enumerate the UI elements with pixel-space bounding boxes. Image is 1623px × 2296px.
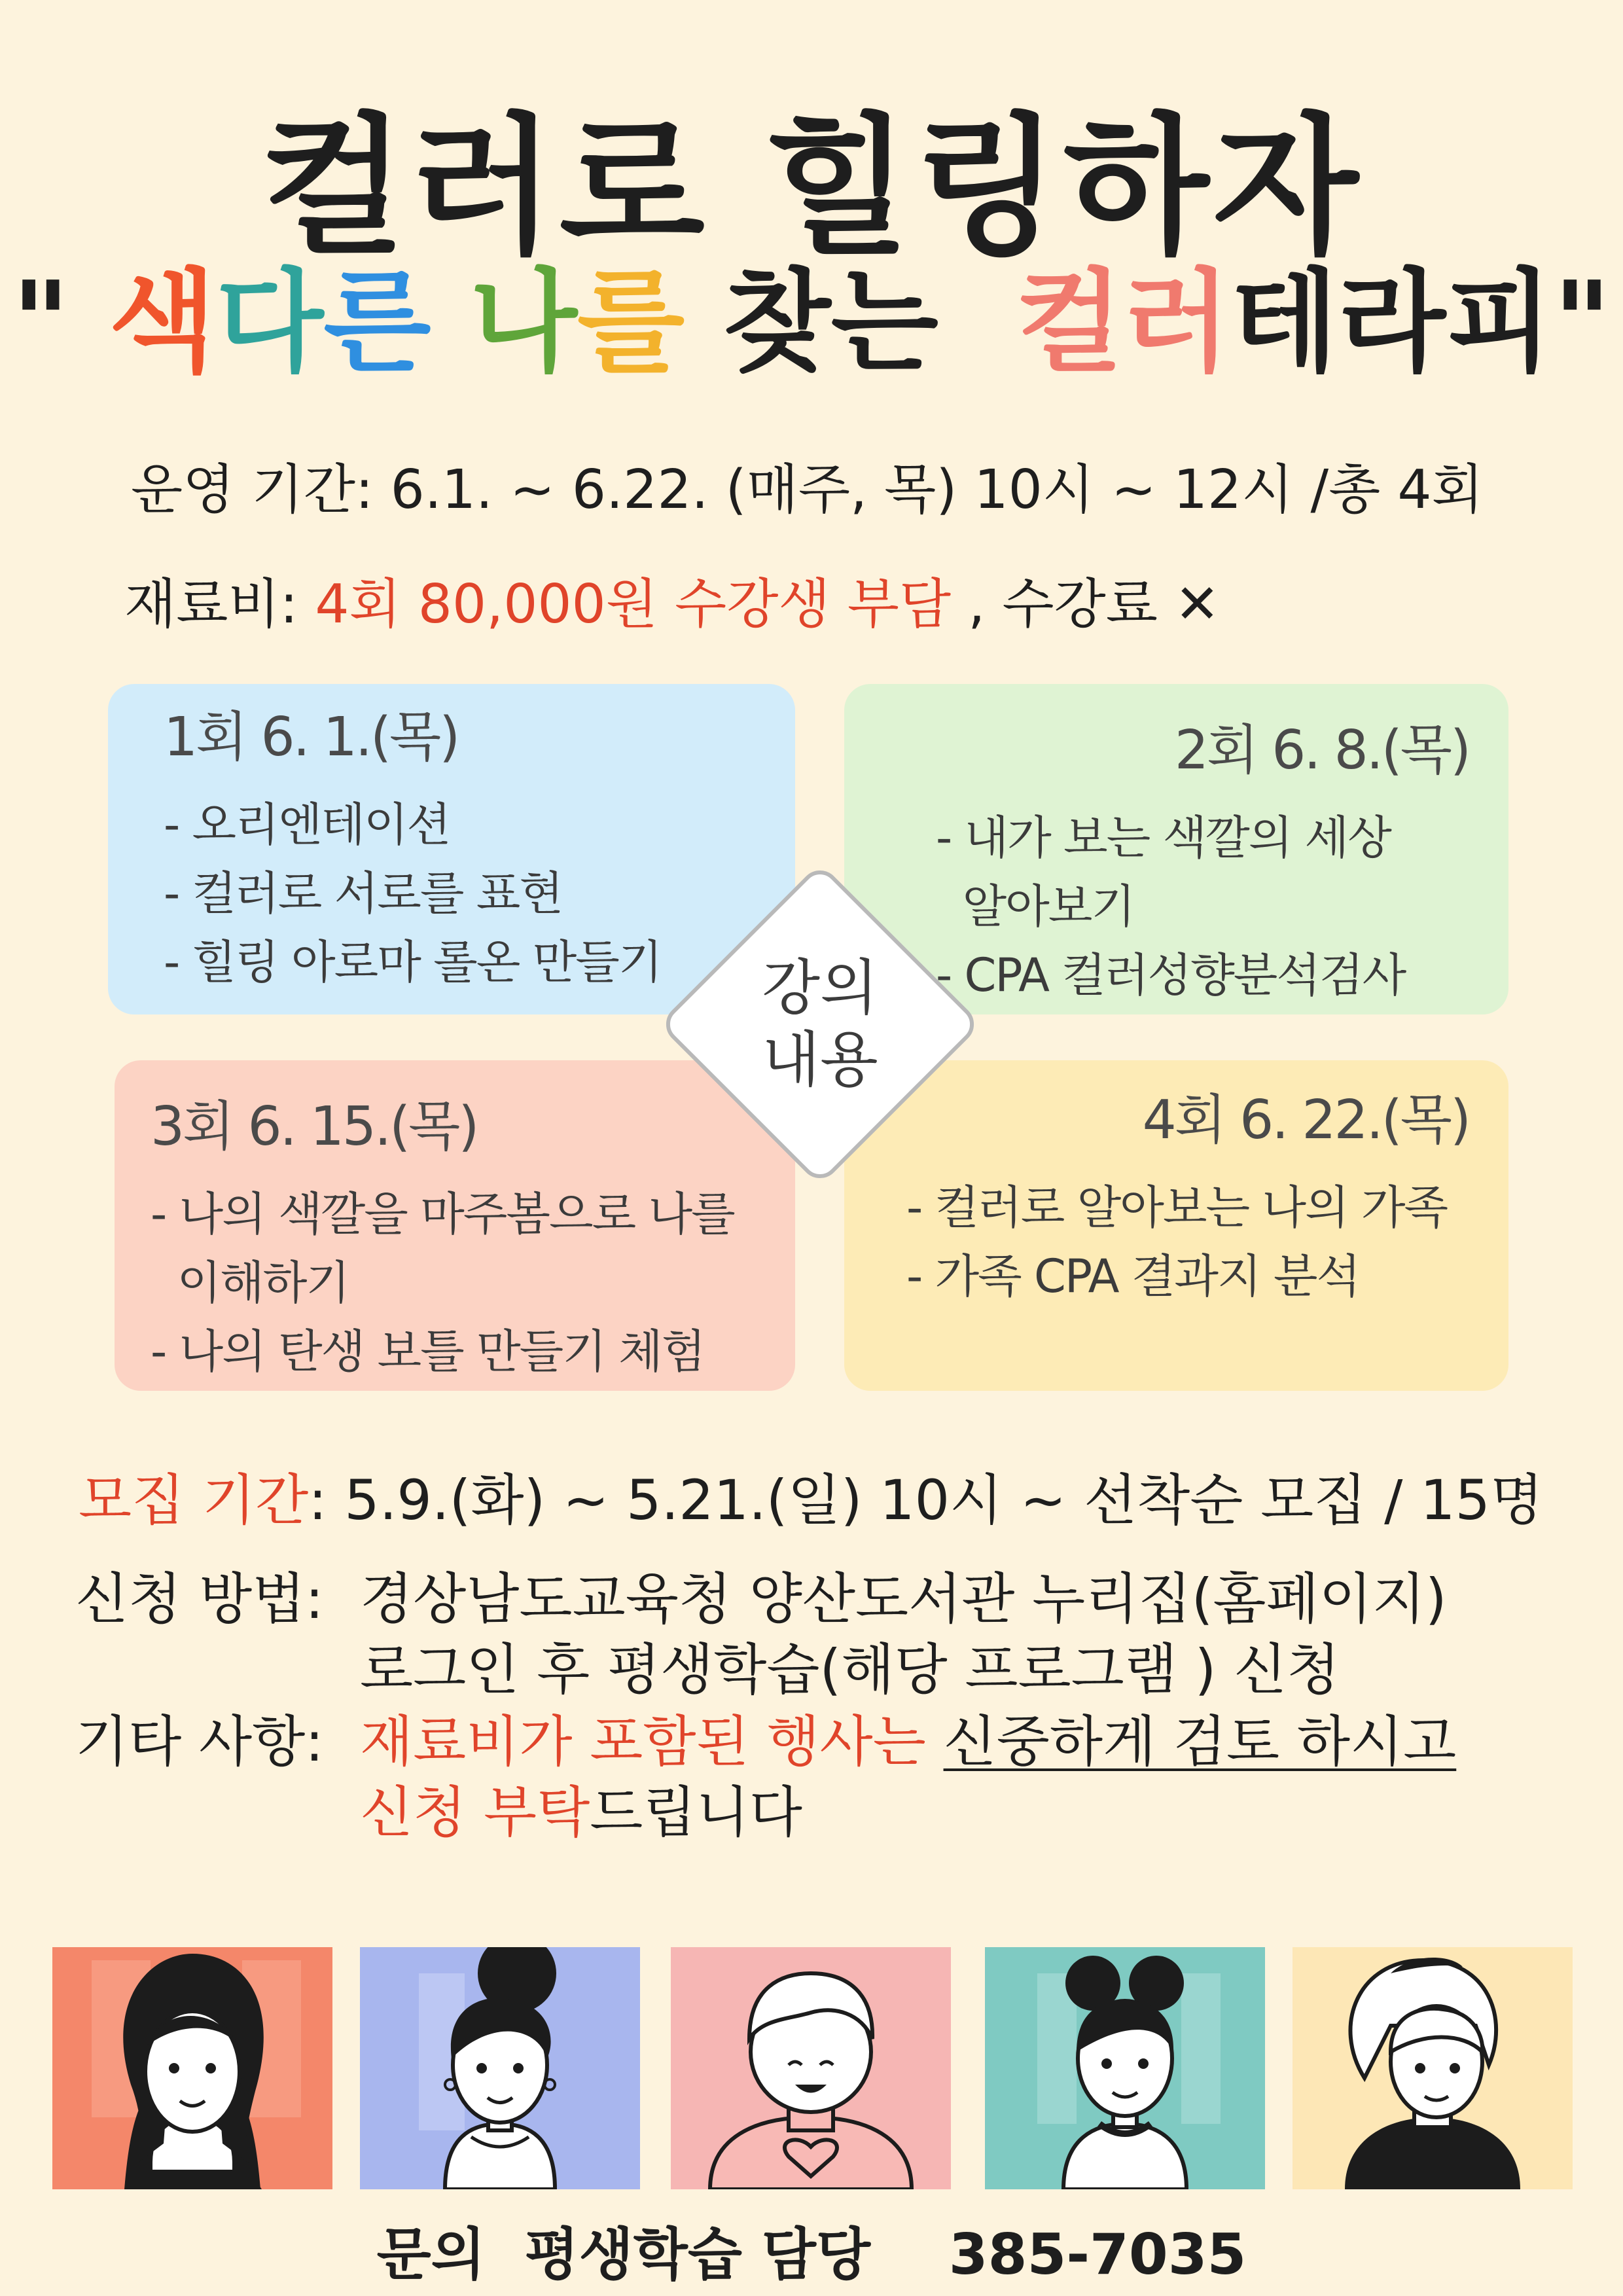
session-2-item: 알아보기 — [936, 880, 1134, 933]
subtitle-segment: 테라피" — [1230, 258, 1611, 387]
session-3-item: - 나의 탄생 보틀 만들기 체험 — [151, 1325, 705, 1378]
subtitle-segment: 른 — [323, 258, 431, 387]
session-1-item: - 오리엔테이션 — [164, 798, 450, 852]
recruit-period — [79, 1456, 1543, 1535]
center-label-line: 내용 — [762, 1025, 878, 1096]
woman-double-bun-icon — [985, 1947, 1265, 2189]
session-box-3 — [115, 1060, 795, 1391]
session-3-item: - 나의 색깔을 마주봄으로 나를 — [151, 1187, 734, 1241]
recruit-value: : 5.9.(화) ~ 5.21.(일) 10시 ~ 선착순 모집 / 15명 — [308, 1468, 1544, 1532]
poster-title: 컬러로 힐링하자 — [260, 100, 1363, 275]
poster-subtitle — [0, 258, 1623, 387]
session-1-item: - 힐링 아로마 롤온 만들기 — [164, 935, 662, 989]
apply-label: 신청 방법: — [75, 1567, 324, 1631]
etc-line2-tail: 드립니다 — [590, 1780, 802, 1844]
subtitle-segment — [431, 258, 470, 387]
etc-line2-red: 신청 부탁 — [360, 1780, 590, 1844]
apply-line: 경상남도교육청 양산도서관 누리집(홈페이지) — [360, 1567, 1447, 1631]
subtitle-segment: 찾는 — [685, 258, 1016, 387]
etc-line1-underline: 신중하게 검토 하시고 — [943, 1710, 1457, 1774]
etc-notes — [75, 1707, 1456, 1848]
subtitle-segment: 를 — [577, 258, 685, 387]
subtitle-segment: 컬러 — [1016, 258, 1231, 387]
session-1-item: - 컬러로 서로를 표현 — [164, 867, 562, 920]
woman-bun-hair-icon — [360, 1947, 640, 2189]
session-3-header: 3회 6. 15.(목) — [151, 1096, 478, 1158]
etc-line1-red: 재료비가 포함된 행사는 — [360, 1710, 944, 1774]
contact-info: 문의 평생학습 담당 385-7035 — [376, 2222, 1247, 2287]
material-fee-label: 재료비: — [124, 573, 315, 636]
session-box-4 — [844, 1060, 1508, 1391]
etc-label: 기타 사항: — [75, 1710, 324, 1774]
session-4-header: 4회 6. 22.(목) — [1142, 1089, 1469, 1151]
session-1-header: 1회 6. 1.(목) — [164, 706, 459, 768]
session-2-item: - 내가 보는 색깔의 세상 — [936, 811, 1391, 865]
material-fee-tail: , 수강료 ✕ — [951, 573, 1220, 636]
subtitle-segment: 다 — [216, 258, 324, 387]
apply-method — [75, 1564, 1447, 1705]
material-fee-amount: 4회 80,000원 수강생 부담 — [315, 573, 952, 636]
apply-line: 로그인 후 평생학습(해당 프로그램 ) 신청 — [360, 1637, 1340, 1702]
subtitle-segment: 색 — [108, 258, 217, 387]
session-4-item: - 가족 CPA 결과지 분석 — [906, 1249, 1360, 1303]
recruit-label: 모집 기간 — [79, 1468, 309, 1532]
center-diamond-label — [705, 952, 935, 1097]
boy-heart-sweater-icon — [671, 1947, 951, 2189]
material-fee — [124, 573, 1220, 637]
subtitle-segment: 나 — [469, 258, 577, 387]
session-box-1 — [108, 684, 795, 1014]
session-box-2 — [844, 684, 1508, 1014]
session-4-item: - 컬러로 알아보는 나의 가족 — [906, 1181, 1448, 1234]
session-3-item: 이해하기 — [151, 1256, 349, 1310]
woman-ponytail-icon — [1293, 1947, 1573, 2189]
center-label-line: 강의 — [762, 953, 878, 1023]
subtitle-segment: " — [12, 258, 109, 387]
operation-period: 운영 기간: 6.1. ~ 6.22. (매주, 목) 10시 ~ 12시 /총 4회 — [131, 459, 1484, 521]
woman-long-hair-icon — [52, 1947, 332, 2189]
session-2-item: - CPA 컬러성향분석검사 — [936, 948, 1406, 1002]
session-2-header: 2회 6. 8.(목) — [1174, 719, 1469, 781]
